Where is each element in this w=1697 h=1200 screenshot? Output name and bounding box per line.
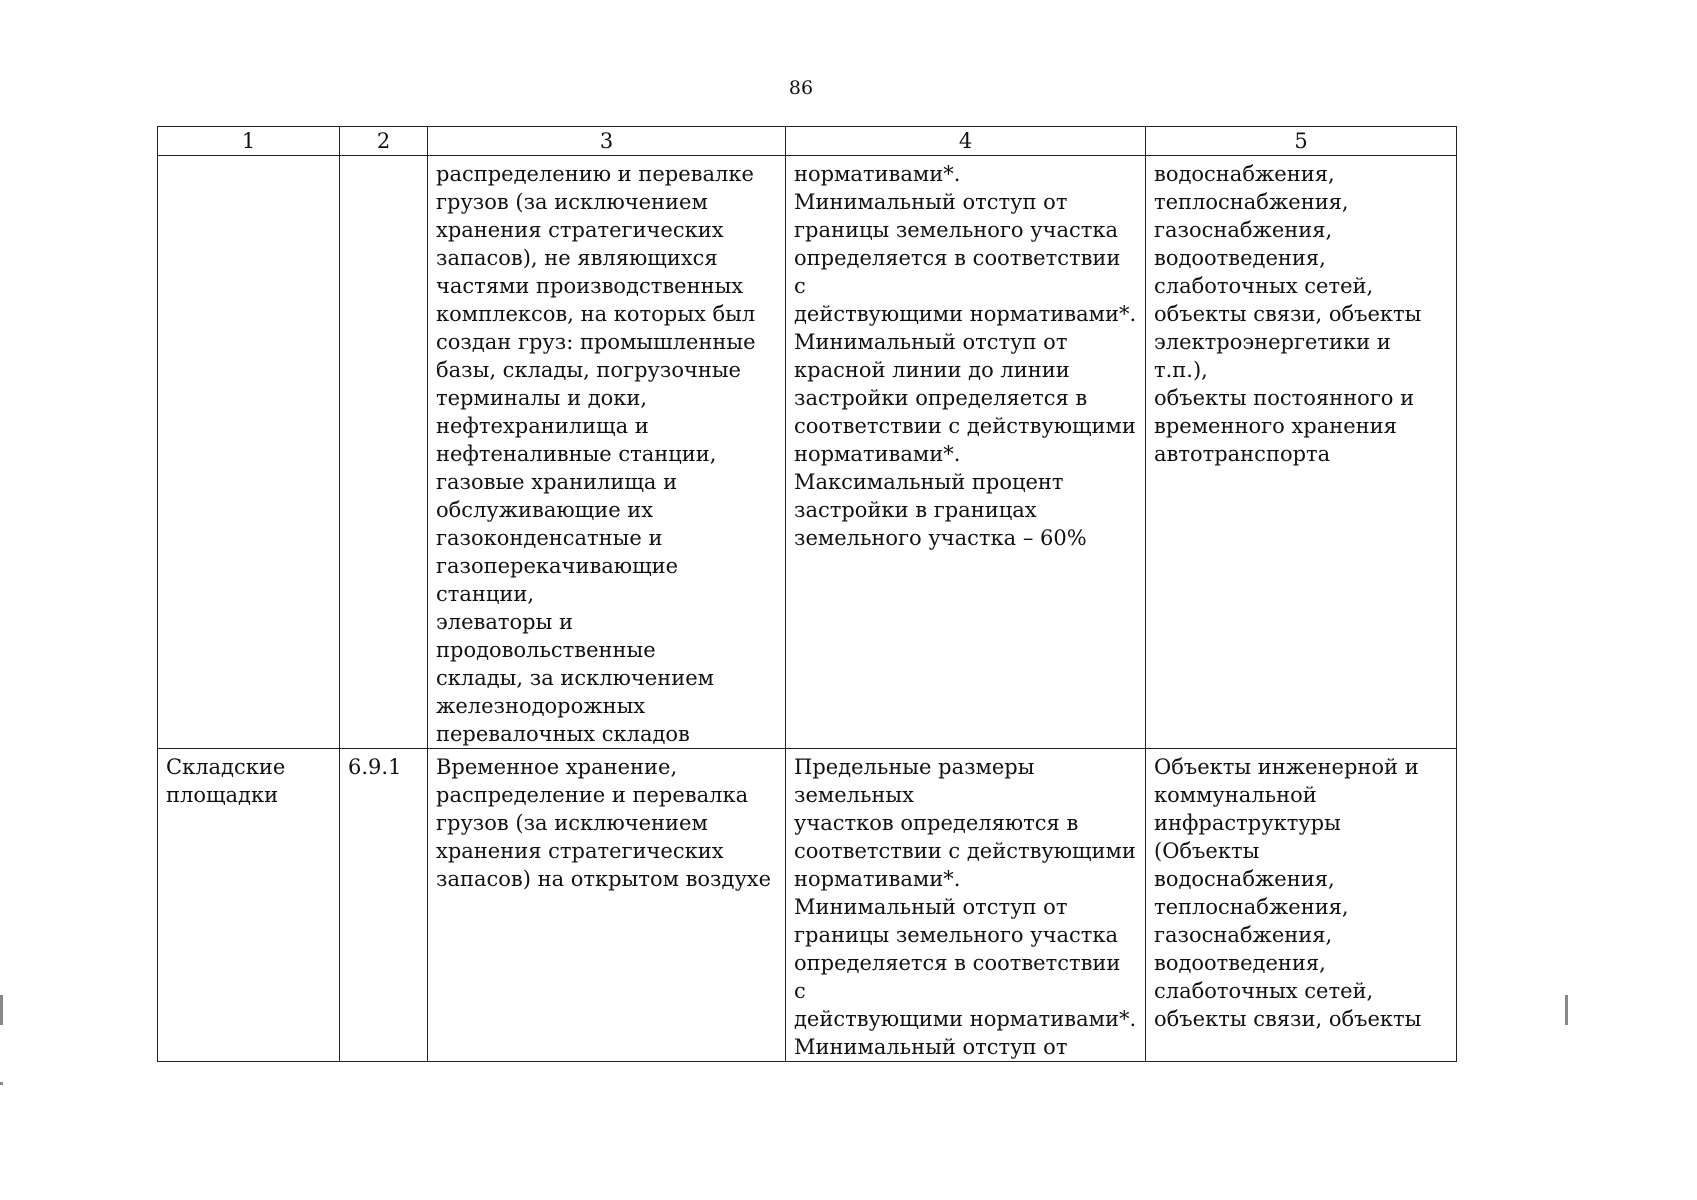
cell-description [428,156,786,749]
cell-text: Объекты инженерной и коммунальной инфраструктуры (Объекты водоснабжения, теплоснабжения, газоснабжения, водоотведения, слаботочных сетей, объекты связи, объекты [1154,755,1422,1031]
cell-text: Временное хранение, распределение и перевалка грузов (за исключением хранения стратегических запасов) на открытом воздухе [436,755,772,891]
header-col-5: 5 [1146,127,1457,156]
scan-artifact-left [0,995,3,1025]
cell-objects [1146,156,1457,749]
cell-text: нормативами*. Минимальный отступ от границы земельного участка определяется в соответствии с действующими нормативами*. Минимальный отступ от красной линии до линии застройки определяется в соответствии с действующими нормативами*. Максимальный процент застройки в границах земельного участка – 60% [794,162,1137,550]
cell-text: распределению и перевалке грузов (за исключением хранения стратегических запасов), не являющихся частями производственных комплексов, на которых был создан груз: промышленные базы, склады, погрузочные терминалы и доки, нефтехранилища и нефтеналивные станции, газовые хранилища и обслуживающие их газоконденсатные и газоперекачивающие станции, элеваторы и продовольственные склады, за исключением железнодорожных перевалочных складов [436,162,756,746]
cell-text: Складские площадки [166,755,286,807]
cell-text: водоснабжения, теплоснабжения, газоснабжения, водоотведения, слаботочных сетей, объекты связи, объекты электроэнергетики и т.п.), объекты постоянного и временного хранения автотранспорта [1154,162,1422,466]
table-row [158,749,1457,1062]
header-col-3: 3 [428,127,786,156]
table-row [158,156,1457,749]
cell-objects [1146,749,1457,1062]
page-number: 86 [788,77,814,99]
cell-code [340,156,428,749]
cell-name [158,156,340,749]
regulations-table [157,126,1457,1062]
cell-code [340,749,428,1062]
cell-description [428,749,786,1062]
cell-text: 6.9.1 [348,755,402,779]
cell-parameters [786,749,1146,1062]
header-col-1: 1 [158,127,340,156]
header-col-4: 4 [786,127,1146,156]
cell-text: Предельные размеры земельных участков определяются в соответствии с действующими нормативами*. Минимальный отступ от границы земельного участка определяется в соответствии с действующими нормативами*. Минимальный отступ от [794,755,1137,1059]
header-col-2: 2 [340,127,428,156]
cell-name [158,749,340,1062]
scan-artifact-right [1565,995,1568,1025]
cell-parameters [786,156,1146,749]
header-row [158,127,1457,156]
scan-artifact-left-small [0,1082,3,1085]
